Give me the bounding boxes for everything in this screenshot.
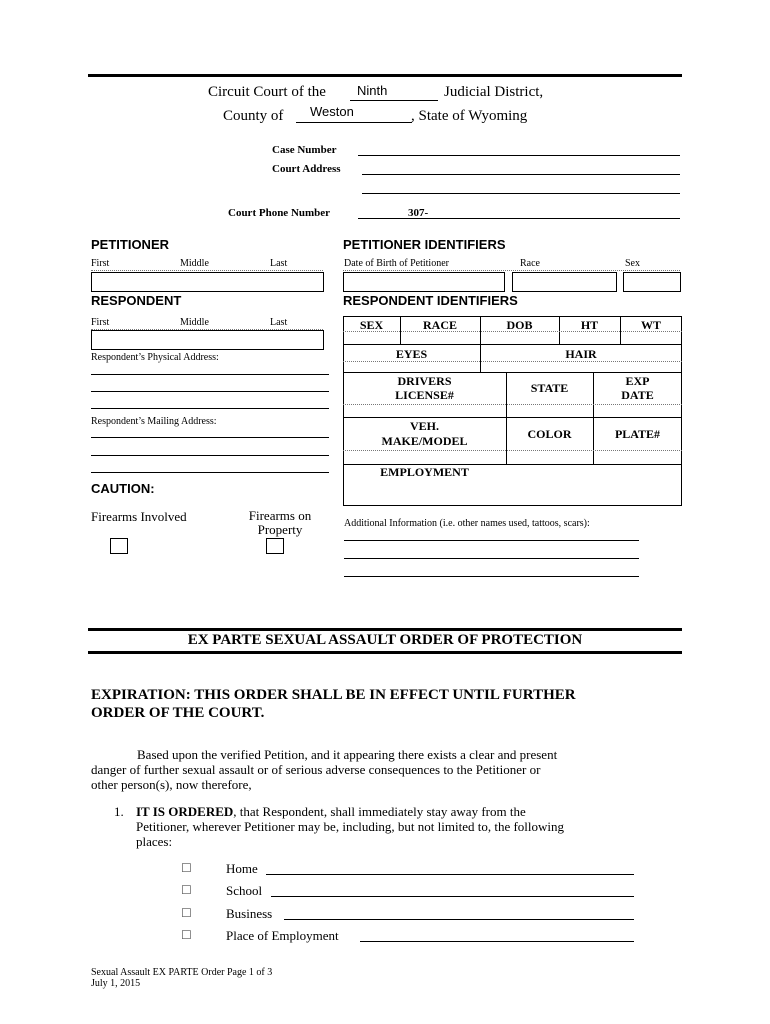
respondent-first-label: First xyxy=(91,317,110,328)
additional-info-label: Additional Information (i.e. other names used, tattoos, scars): xyxy=(344,518,590,529)
ri-hair: HAIR xyxy=(565,347,597,361)
school-label: School xyxy=(226,883,263,898)
ri-drivers-line1: DRIVERS xyxy=(397,374,452,388)
court-phone-line[interactable] xyxy=(358,218,680,219)
ri-row3-bottom xyxy=(343,417,682,418)
petitioner-sex-field[interactable] xyxy=(623,272,681,292)
court-line-suffix: Judicial District, xyxy=(444,84,544,100)
home-label: Home xyxy=(226,861,258,876)
top-rule xyxy=(88,74,682,77)
firearms-property-line2: Property xyxy=(257,522,303,537)
petitioner-race-label: Race xyxy=(520,258,540,269)
additional-info-line-1[interactable] xyxy=(344,540,639,541)
petitioner-race-field[interactable] xyxy=(512,272,617,292)
respondent-name-field[interactable] xyxy=(91,330,324,350)
mailing-address-line-2[interactable] xyxy=(91,455,329,456)
petitioner-heading: PETITIONER xyxy=(91,237,170,252)
home-line[interactable] xyxy=(266,874,634,875)
ri-drivers-line2: LICENSE# xyxy=(395,388,454,402)
employment-checkbox[interactable]: ☐ xyxy=(181,928,192,942)
ri-dob: DOB xyxy=(506,318,533,332)
petitioner-dob-label: Date of Birth of Petitioner xyxy=(344,258,449,269)
footer-line-2: July 1, 2015 xyxy=(91,978,141,989)
respondent-heading: RESPONDENT xyxy=(91,293,182,308)
firearms-involved-label: Firearms Involved xyxy=(91,509,187,524)
ri-employment: EMPLOYMENT xyxy=(380,465,469,479)
ri-row4-dotted xyxy=(343,450,682,451)
court-address-label: Court Address xyxy=(272,163,341,175)
judicial-district-value[interactable]: Ninth xyxy=(357,83,388,98)
mailing-address-line-1[interactable] xyxy=(91,437,329,438)
mailing-address-label: Respondent’s Mailing Address: xyxy=(91,416,217,427)
ri-ht: HT xyxy=(580,318,599,332)
body-line-3: other person(s), now therefore, xyxy=(91,777,252,792)
case-number-label: Case Number xyxy=(272,144,337,156)
ri-sex: SEX xyxy=(359,318,384,332)
item1-number: 1. xyxy=(114,804,124,819)
title-rule-top xyxy=(88,628,682,631)
ri-eyes: EYES xyxy=(395,347,428,361)
employment-line[interactable] xyxy=(360,941,634,942)
ri-row3-dotted xyxy=(343,404,682,405)
item1-line3: places: xyxy=(136,834,173,849)
petitioner-label-divider xyxy=(91,270,323,271)
title-rule-bottom xyxy=(88,651,682,654)
employment-label: Place of Employment xyxy=(226,928,339,943)
petitioner-name-field[interactable] xyxy=(91,272,324,292)
court-phone-value: 307- xyxy=(408,207,429,219)
additional-info-line-2[interactable] xyxy=(344,558,639,559)
additional-info-line-3[interactable] xyxy=(344,576,639,577)
firearms-property-label xyxy=(238,509,322,537)
petitioner-identifiers-heading: PETITIONER IDENTIFIERS xyxy=(343,237,506,252)
item1-line1-rest: , that Respondent, shall immediately stay away from the xyxy=(233,804,526,819)
respondent-identifiers-heading: RESPONDENT IDENTIFIERS xyxy=(343,293,518,308)
county-underline xyxy=(296,122,412,123)
ri-race: RACE xyxy=(422,318,457,332)
court-line xyxy=(208,84,326,101)
petitioner-middle-label: Middle xyxy=(180,258,209,269)
case-number-line[interactable] xyxy=(358,155,680,156)
petitioner-last-label: Last xyxy=(270,258,288,269)
caution-heading: CAUTION: xyxy=(91,481,155,496)
petitioner-dob-field[interactable] xyxy=(343,272,505,292)
ri-state: STATE xyxy=(530,381,569,395)
item1-ordered: IT IS ORDERED xyxy=(136,804,234,819)
court-address-line-2[interactable] xyxy=(362,193,680,194)
county-value[interactable]: Weston xyxy=(310,104,354,119)
ri-color: COLOR xyxy=(527,427,572,441)
mailing-address-line-3[interactable] xyxy=(91,472,329,473)
ri-drivers-license xyxy=(343,374,506,402)
physical-address-label: Respondent’s Physical Address: xyxy=(91,352,219,363)
ri-row1-bottom xyxy=(343,344,682,345)
school-line[interactable] xyxy=(271,896,634,897)
footer-line-1: Sexual Assault EX PARTE Order Page 1 of 3 xyxy=(91,967,273,978)
business-line[interactable] xyxy=(284,919,634,920)
petitioner-sex-label: Sex xyxy=(625,258,640,269)
court-phone-label: Court Phone Number xyxy=(228,207,331,219)
respondent-last-label: Last xyxy=(270,317,288,328)
body-line-2: danger of further sexual assault or of serious adverse consequences to the Petitioner or xyxy=(91,762,541,777)
ri-veh-line1: VEH. xyxy=(409,419,439,433)
ri-row2-bottom xyxy=(343,372,682,373)
ri-vehicle xyxy=(343,419,506,449)
expiration-line-1: EXPIRATION: THIS ORDER SHALL BE IN EFFECT UNTIL FURTHER xyxy=(91,687,576,703)
item1-line2: Petitioner, wherever Petitioner may be, including, but not limited to, the following xyxy=(136,819,565,834)
firearms-involved-checkbox[interactable] xyxy=(110,538,128,554)
petitioner-ident-divider xyxy=(343,270,680,271)
school-checkbox[interactable]: ☐ xyxy=(181,883,192,897)
respondent-middle-label: Middle xyxy=(180,317,209,328)
ri-exp-line1: EXP xyxy=(625,374,650,388)
order-title: EX PARTE SEXUAL ASSAULT ORDER OF PROTECTION xyxy=(187,632,583,648)
physical-address-line-1[interactable] xyxy=(91,374,329,375)
home-checkbox[interactable]: ☐ xyxy=(181,861,192,875)
item1-line1 xyxy=(136,804,526,820)
ri-exp-line2: DATE xyxy=(621,388,654,402)
court-address-line-1[interactable] xyxy=(362,174,680,175)
ri-exp-date xyxy=(593,374,682,402)
county-prefix: County of xyxy=(223,108,284,124)
body-line-1: Based upon the verified Petition, and it appearing there exists a clear and present xyxy=(137,747,558,762)
district-underline xyxy=(350,100,438,101)
ri-plate: PLATE# xyxy=(614,427,661,441)
ri-wt: WT xyxy=(640,318,661,332)
expiration-line-2: ORDER OF THE COURT. xyxy=(91,705,265,721)
business-checkbox[interactable]: ☐ xyxy=(181,906,192,920)
physical-address-line-3[interactable] xyxy=(91,408,329,409)
court-line-prefix: Circuit Court of the xyxy=(208,84,326,100)
state-suffix: , State of Wyoming xyxy=(411,108,528,124)
petitioner-first-label: First xyxy=(91,258,110,269)
ri-veh-line2: MAKE/MODEL xyxy=(381,434,468,448)
business-label: Business xyxy=(226,906,273,921)
physical-address-line-2[interactable] xyxy=(91,391,329,392)
firearms-property-line1: Firearms on xyxy=(248,508,312,523)
firearms-property-checkbox[interactable] xyxy=(266,538,284,554)
